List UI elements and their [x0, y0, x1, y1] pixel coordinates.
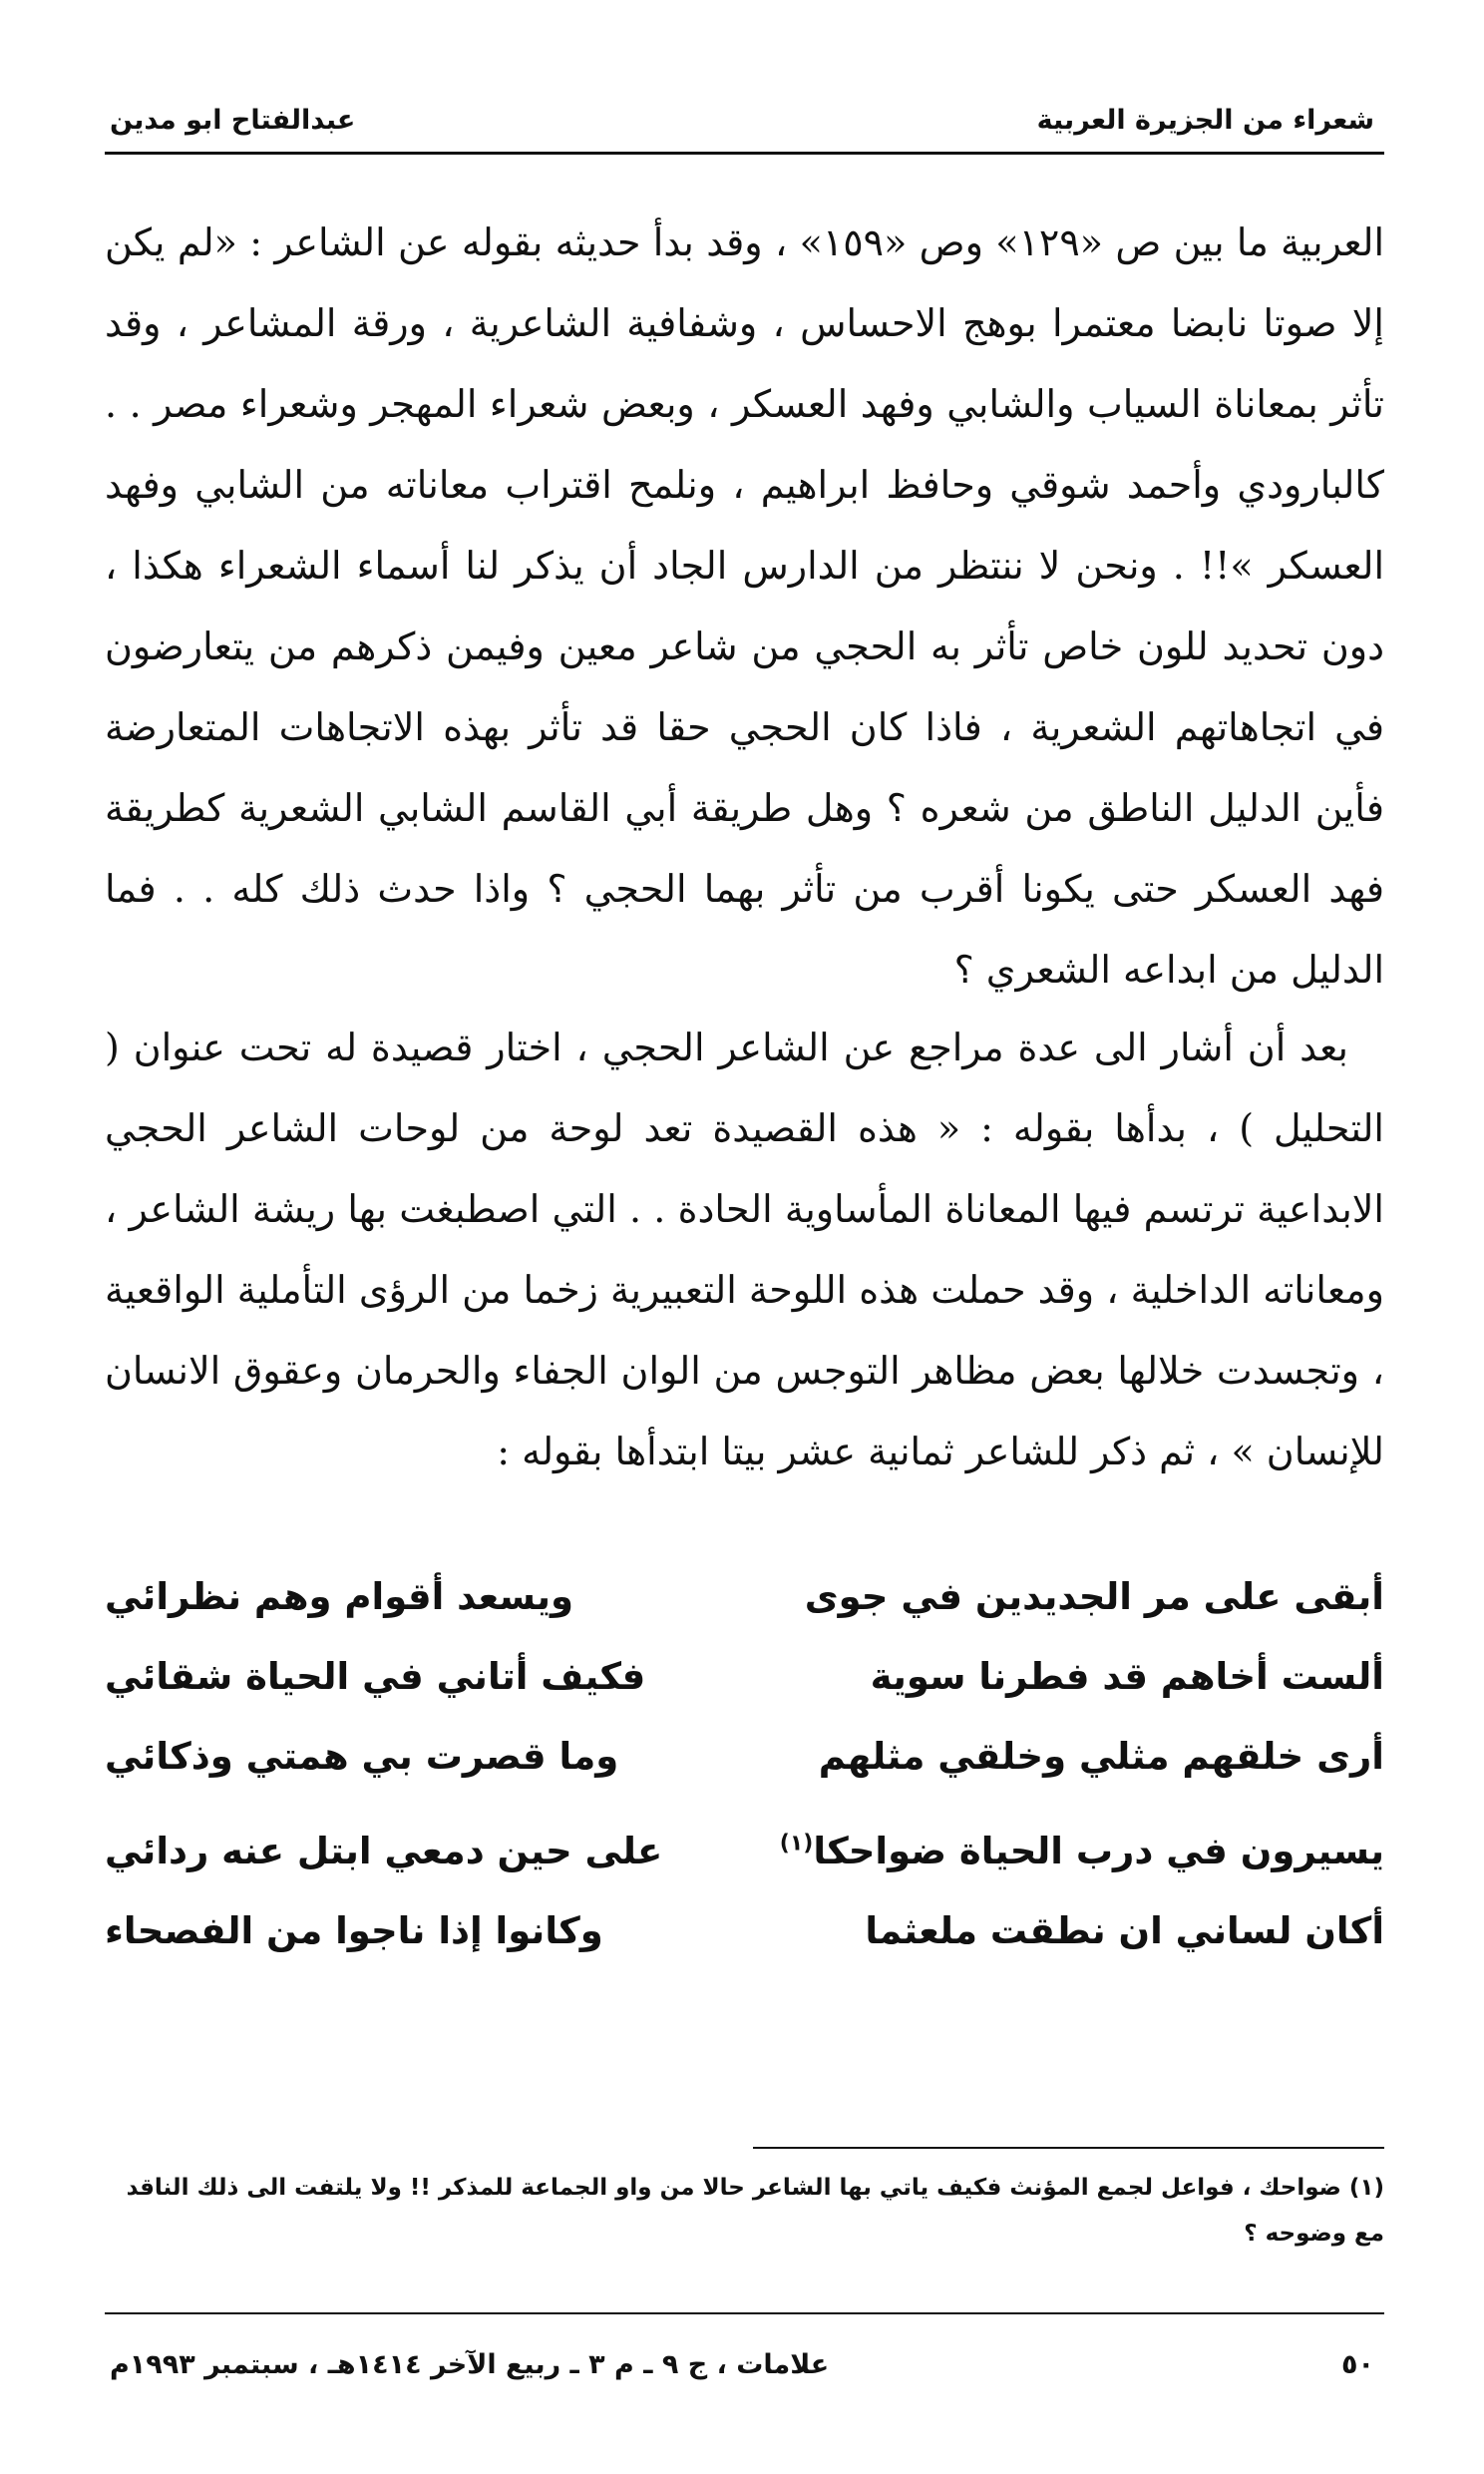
book-title: شعراء من الجزيرة العربية [1036, 104, 1374, 136]
verse-second-hemistich: فكيف أتاني في الحياة شقائي [105, 1654, 646, 1698]
poem-verses-group-2 [105, 1811, 1384, 1970]
footnote: (١) ضواحك ، فواعل لجمع المؤنث فكيف ياتي بها الشاعر حالا من واو الجماعة للمذكر !! ولا يلتفت الى ذلك الناقد مع وضوحه ؟ [126, 2175, 1384, 2247]
footnote-separator [753, 2147, 1384, 2149]
verse-first-hemistich: أبقى على مر الجديدين في جوى [804, 1574, 1384, 1618]
verse-second-hemistich: ويسعد أقوام وهم نظرائي [105, 1574, 573, 1618]
verse-second-hemistich: وكانوا إذا ناجوا من الفصحاء [105, 1908, 603, 1952]
verse-first-hemistich: أرى خلقهم مثلي وخلقي مثلهم [818, 1734, 1384, 1778]
running-header [110, 92, 1374, 148]
verse-second-hemistich: على حين دمعي ابتل عنه ردائي [105, 1829, 663, 1872]
verse-line [105, 1716, 1384, 1796]
footer-rule [105, 2312, 1384, 2314]
header-rule [105, 152, 1384, 155]
page-number: ٥٠ [1341, 2348, 1374, 2380]
paragraph-poem-intro: بعد أن أشار الى عدة مراجع عن الشاعر الحجي ، اختار قصيدة له تحت عنوان ( التحليل ) ، بدأها بقوله : « هذه القصيدة تعد لوحة من لوحات الشاعر الحجي الابداعية ترتسم فيها المعاناة المأساوية الحادة . . التي اصطبغت بها ريشة الشاعر ، ومعاناته الداخلية ، وقد حملت هذه اللوحة التعبيرية زخما من الرؤى التأملية الواقعية ، وتجسدت خلالها بعض مظاهر التوجس من الوان الجفاء والحرمان وعقوق الانسان للإنسان » ، ثم ذكر للشاعر ثمانية عشر بيتا ابتدأها بقوله : [105, 1026, 1384, 1473]
verse-line [105, 1556, 1384, 1636]
verse-first-hemistich: ألست أخاهم قد فطرنا سوية [870, 1654, 1384, 1698]
verse-text: يسيرون في درب الحياة ضواحكا [813, 1829, 1384, 1872]
page-footer [110, 2339, 1374, 2389]
poem-verses-group-1 [105, 1556, 1384, 1796]
verse-line [105, 1636, 1384, 1716]
author-name: عبدالفتاح ابو مدين [110, 104, 356, 136]
paragraph-critique: العربية ما بين ص «١٢٩» وص «١٥٩» ، وقد بدأ حديثه بقوله عن الشاعر : «لم يكن إلا صوتا نابضا معتمرا بوهج الاحساس ، وشفافية الشاعرية ، ورقة المشاعر ، وقد تأثر بمعاناة السياب والشابي وفهد العسكر ، وبعض شعراء المهجر وشعراء مصر . . كالبارودي وأحمد شوقي وحافظ ابراهيم ، ونلمح اقتراب معاناته من الشابي وفهد العسكر »!! . ونحن لا ننتظر من الدارس الجاد أن يذكر لنا أسماء الشعراء هكذا ، دون تحديد للون خاص تأثر به الحجي من شاعر معين وفيمن ذكرهم من يتعارضون في اتجاهاتهم الشعرية ، فاذا كان الحجي حقا قد تأثر بهذه الاتجاهات المتعارضة فأين الدليل الناطق من شعره ؟ وهل طريقة أبي القاسم الشابي الشعرية كطريقة فهد العسكر حتى يكونا أقرب من تأثر بهما الحجي ؟ واذا حدث ذلك كله . . فما الدليل من ابداعه الشعري ؟ [105, 220, 1385, 992]
verse-second-hemistich: وما قصرت بي همتي وذكائي [105, 1734, 619, 1778]
verse-line [105, 1811, 1384, 1890]
footnote-reference: (١) [779, 1831, 814, 1856]
verse-first-hemistich [779, 1829, 1384, 1872]
verse-first-hemistich: أكان لساني ان نطقت ملعثما [865, 1908, 1384, 1952]
issue-info: علامات ، ج ٩ ـ م ٣ ـ ربيع الآخر ١٤١٤هـ ، سبتمبر ١٩٩٣م [110, 2348, 830, 2380]
verse-line [105, 1890, 1384, 1970]
